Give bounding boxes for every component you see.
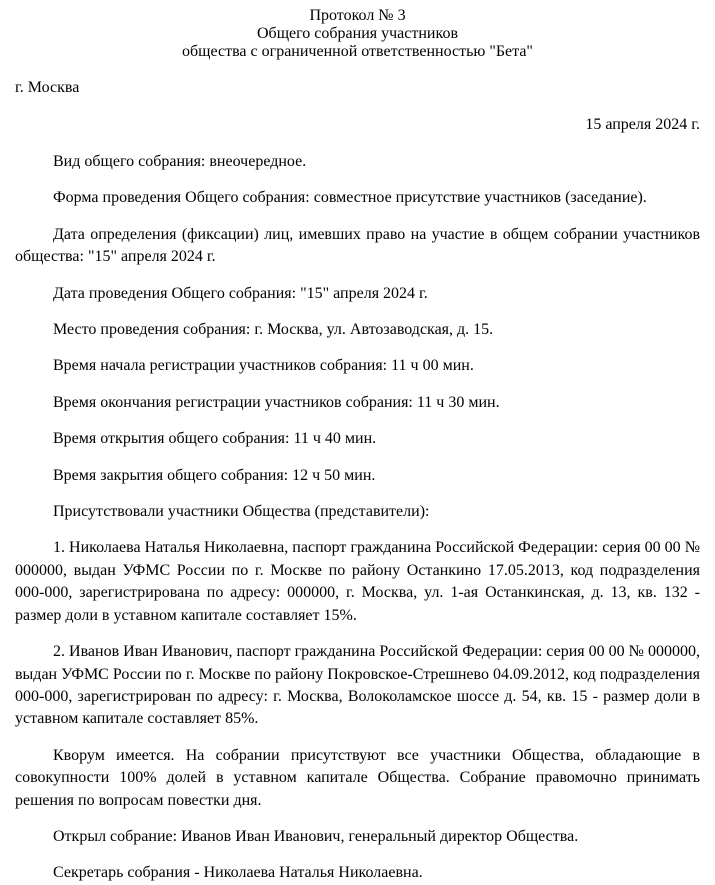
opening-time-paragraph: Время открытия общего собрания: 11 ч 40 мин. bbox=[53, 430, 377, 448]
date-line: 15 апреля 2024 г. bbox=[585, 116, 700, 133]
city-line: г. Москва bbox=[15, 79, 80, 96]
opened-by-paragraph: Открыл собрание: Иванов Иван Иванович, генеральный директор Общества. bbox=[53, 827, 579, 845]
document-title bbox=[15, 7, 700, 61]
participant-1-paragraph: 1. Николаева Наталья Николаевна, паспорт гражданина Российской Федерации: серия 00 00 № 000000, выдан УФМС России по г. Москве по району Останкино 17.05.2013, код подразделения 000-000, зарегистрирована по адресу: 000000, г. Москва, ул. 1-ая Останкинская, д. 13, кв. 132 - размер доли в уставном капитале составляет 15%. bbox=[15, 539, 700, 624]
attendees-heading-paragraph: Присутствовали участники Общества (представители): bbox=[53, 503, 430, 521]
quorum-paragraph: Кворум имеется. На собрании присутствуют все участники Общества, обладающие в совокупности 100% долей в уставном капитале Общества. Собрание правомочно принимать решения по вопросам повестки дня. bbox=[15, 746, 700, 809]
title-line-protocol-number: Протокол № 3 bbox=[309, 7, 406, 24]
meeting-type-paragraph: Вид общего собрания: внеочередное. bbox=[53, 153, 307, 170]
meeting-date-paragraph: Дата проведения Общего собрания: "15" апреля 2024 г. bbox=[53, 284, 428, 302]
registration-end-paragraph: Время окончания регистрации участников собрания: 11 ч 30 мин. bbox=[53, 393, 500, 411]
record-date-paragraph: Дата определения (фиксации) лиц, имевших право на участие в общем собрании участников общества: "15" апреля 2024 г. bbox=[15, 225, 700, 266]
title-line-company-name: общества с ограниченной ответственностью "Бета" bbox=[182, 43, 533, 60]
meeting-form-paragraph: Форма проведения Общего собрания: совместное присутствие участников (заседание). bbox=[53, 189, 647, 207]
closing-time-paragraph: Время закрытия общего собрания: 12 ч 50 мин. bbox=[53, 466, 376, 484]
title-line-meeting-name: Общего собрания участников bbox=[257, 25, 458, 42]
registration-start-paragraph: Время начала регистрации участников собрания: 11 ч 00 мин. bbox=[53, 357, 474, 375]
participant-2-paragraph: 2. Иванов Иван Иванович, паспорт гражданина Российской Федерации: серия 00 00 № 000000, выдан УФМС России по г. Москве по району Покровское-Стрешнево 04.09.2012, код подразделения 000-000, зарегистрирован по адресу: г. Москва, Волоколамское шоссе д. 54, кв. 15 - размер доли в уставном капитале составляет 85%. bbox=[15, 643, 700, 728]
secretary-paragraph: Секретарь собрания - Николаева Наталья Николаевна. bbox=[53, 864, 423, 882]
venue-paragraph: Место проведения собрания: г. Москва, ул. Автозаводская, д. 15. bbox=[53, 321, 494, 339]
